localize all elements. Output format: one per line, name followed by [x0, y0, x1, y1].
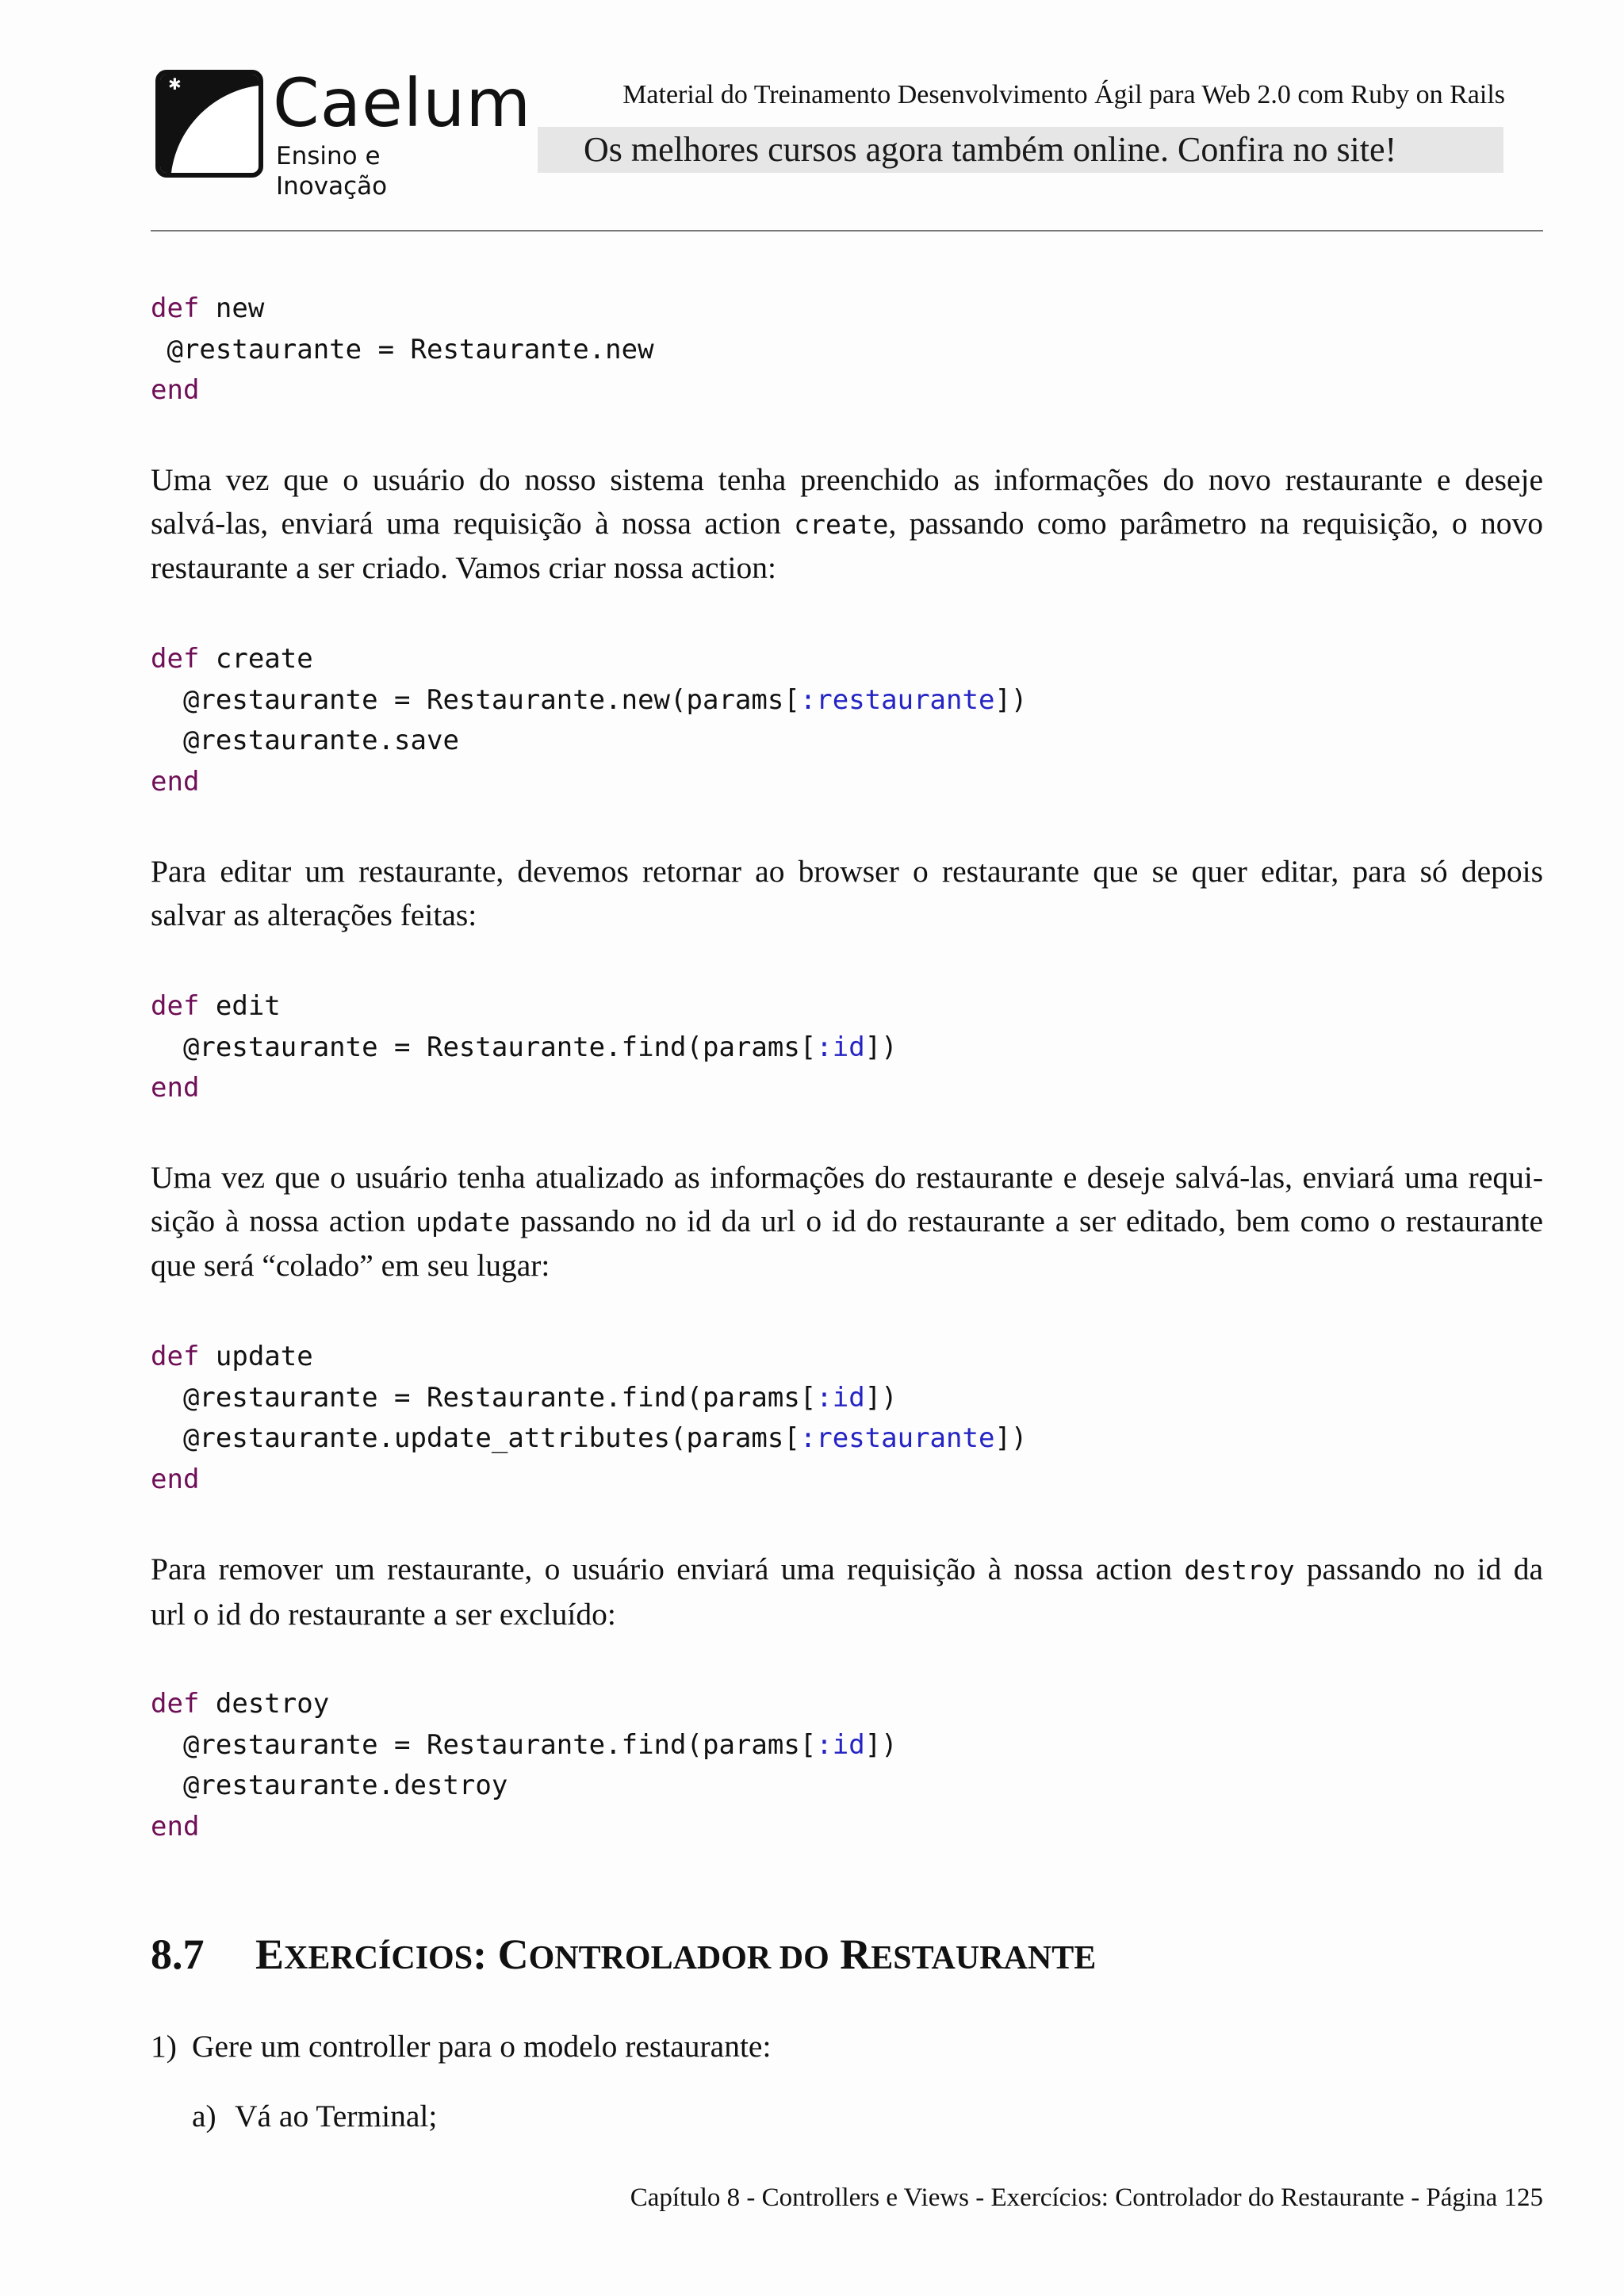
paragraph-edit-intro: Para editar um restaurante, devemos retornar ao browser o restaurante que se quer editar, para só depois salvar as alterações feitas: [151, 854, 1543, 932]
list-item: Gere um controller para o modelo restaurante: [192, 2029, 772, 2064]
star-icon: ✱ [168, 75, 182, 94]
code-block-edit: def edit @restaurante = Restaurante.find(params[:id]) end [151, 990, 898, 1104]
logo-subtitle: Ensino e Inovação [276, 142, 388, 201]
list-item-marker: 1) [151, 2029, 177, 2064]
paragraph-destroy-intro: Para remover um restaurante, o usuário enviará uma requisição à nossa action destroy passando no id da url o id do restaurante a ser excluído: [151, 1552, 1543, 1632]
logo-wordmark: Caelum [273, 64, 532, 142]
paragraph-update-intro: Uma vez que o usuário tenha atualizado as informações do restaurante e deseje salvá-las, enviará uma requi- sição à nossa action update passando no id da url o id do restaurante a ser editado, bem como o restaurante que será “colado” em seu lugar: [151, 1160, 1543, 1283]
promo-text: Os melhores cursos agora também online. Confira no site! [584, 130, 1397, 169]
code-block-update: def update @restaurante = Restaurante.find(params[:id]) @restaurante.update_attributes(params[:restaurante]) end [151, 1341, 1028, 1495]
paragraph-create-intro: Uma vez que o usuário do nosso sistema tenha preenchido as informações do novo restaurante e deseje salvá-las, enviará uma requisição à nossa action create, passando como parâmetro na requisição, o novo restaurante a ser criado. Vamos criar nossa action: [151, 462, 1543, 585]
sub-list-item-marker: a) [192, 2099, 216, 2133]
section-title: EXERCÍCIOS: CONTROLADOR DO RESTAURANTE [255, 1931, 1097, 1978]
page-footer: Capítulo 8 - Controllers e Views - Exercícios: Controlador do Restaurante - Página 125 [630, 2183, 1543, 2212]
section-heading [151, 1927, 1096, 1986]
caelum-logo [155, 64, 532, 201]
sub-list-item: Vá ao Terminal; [235, 2099, 438, 2133]
section-number: 8.7 [151, 1931, 205, 1978]
training-title: Material do Treinamento Desenvolvimento Ágil para Web 2.0 com Ruby on Rails [622, 80, 1505, 109]
header-divider [151, 230, 1543, 232]
code-block-destroy: def destroy @restaurante = Restaurante.find(params[:id]) @restaurante.destroy end [151, 1688, 898, 1843]
logo-mark-icon [155, 70, 263, 178]
code-block-new: def new @restaurante = Restaurante.new end [151, 293, 654, 406]
code-block-create: def create @restaurante = Restaurante.new(params[:restaurante]) @restaurante.save end [151, 643, 1028, 798]
